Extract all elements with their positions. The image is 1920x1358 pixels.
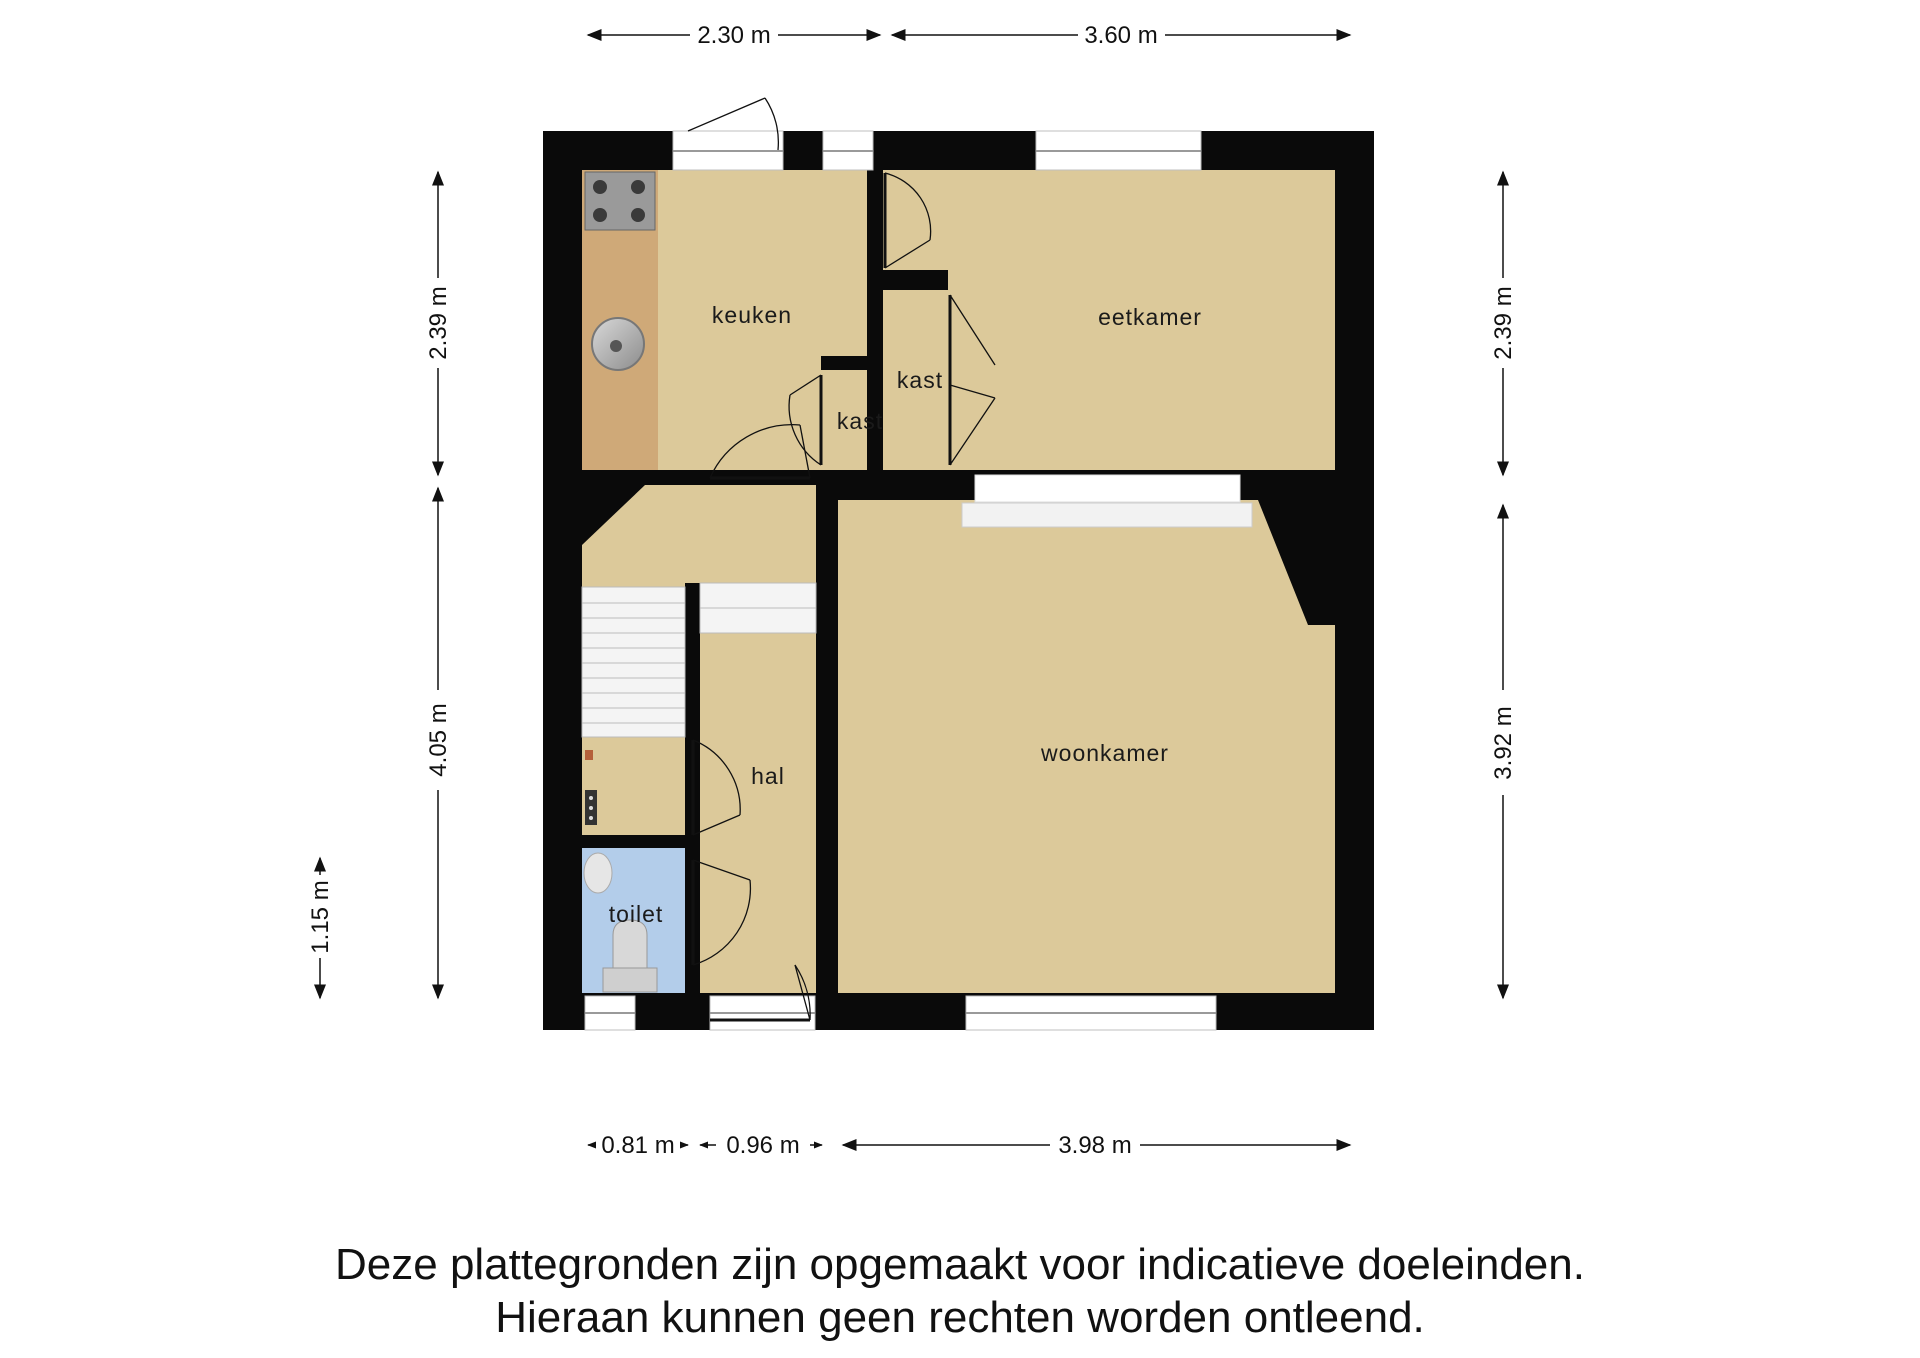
disclaimer-line-1: Deze plattegronden zijn opgemaakt voor indicatieve doeleinden. <box>335 1240 1585 1289</box>
dim-top-right: 3.60 m <box>1084 22 1158 49</box>
toilet-bowl-icon <box>613 920 647 970</box>
dim-right-lower: 3.92 m <box>1490 706 1517 780</box>
room-label-kast-tall: kast <box>896 367 944 393</box>
disclaimer <box>0 1238 1920 1344</box>
dim-left-small: 1.15 m <box>307 880 334 954</box>
dim-bottom-2: 0.96 m <box>726 1132 800 1159</box>
stove-icon <box>585 172 655 230</box>
dim-left-lower: 4.05 m <box>425 703 452 777</box>
room-label-keuken: keuken <box>711 302 793 328</box>
radiator-top <box>975 475 1240 502</box>
room-label-woonkamer: woonkamer <box>1041 740 1169 766</box>
sink-drain-icon <box>610 340 622 352</box>
dim-bottom-3: 3.98 m <box>1058 1132 1132 1159</box>
dim-bottom-1: 0.81 m <box>601 1132 675 1159</box>
toilet-tank-icon <box>603 968 657 992</box>
radiator-icon <box>962 503 1252 527</box>
room-label-toilet: toilet <box>608 901 664 927</box>
dim-right-upper: 2.39 m <box>1490 286 1517 360</box>
room-label-hal: hal <box>751 763 785 789</box>
room-label-kast-small: kast <box>836 408 884 434</box>
dim-left-upper: 2.39 m <box>425 286 452 360</box>
dim-top-left: 2.30 m <box>697 22 771 49</box>
disclaimer-line-2: Hieraan kunnen geen rechten worden ontleend. <box>495 1293 1425 1342</box>
room-label-eetkamer: eetkamer <box>1098 304 1202 330</box>
washbasin-icon <box>584 853 612 893</box>
